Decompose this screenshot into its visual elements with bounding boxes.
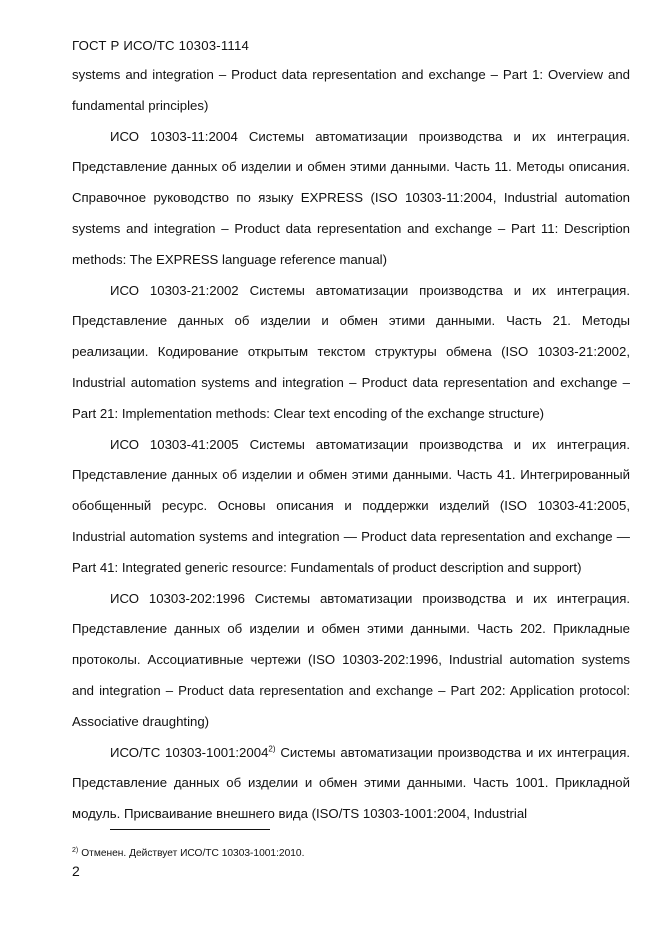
footnote-reference-marker[interactable]: 2) — [268, 744, 276, 754]
document-header: ГОСТ Р ИСО/ТС 10303-1114 — [72, 38, 250, 53]
document-body — [72, 60, 630, 830]
footnote-separator — [110, 829, 270, 830]
reference-iso-10303-202: ИСО 10303-202:1996 Системы автоматизации производства и их интеграция. Представление данных об изделии и обмен этими данными. Часть 202. Прикладные протоколы. Ассоциативные чертежи (ISO 10303-202:1996, Industrial automation systems and integration – Product data representation and exchange – Part 202: Application protocol: Associative draughting) — [72, 590, 630, 729]
reference-description: Системы автоматизации производства и их интеграция. Представление данных об изделии и обмен этими данными. Часть 1001. Прикладной модуль. Присваивание внешнего вида (ISO/TS 10303-1001:2004, Industrial — [72, 744, 631, 822]
paragraph-continuation: systems and integration – Product data representation and exchange – Part 1: Overview and fundamental principles) — [72, 67, 630, 113]
reference-iso-10303-21: ИСО 10303-21:2002 Системы автоматизации производства и их интеграция. Представление данных об изделии и обмен этими данными. Часть 21. Методы реализации. Кодирование открытым текстом структуры обмена (ISO 10303-21:2002, Industrial automation systems and integration – Product data representation and exchange – Part 21: Implementation methods: Clear text encoding of the exchange structure) — [72, 282, 630, 421]
footnote-marker: 2) — [72, 846, 79, 854]
reference-iso-10303-41: ИСО 10303-41:2005 Системы автоматизации производства и их интеграция. Представление данных об изделии и обмен этими данными. Часть 41. Интегрированный обобщенный ресурс. Основы описания и поддержки изделий (ISO 10303-41:2005, Industrial automation systems and integration — Product data representation and exchange — Part 41: Integrated generic resource: Fundamentals of product description and support) — [72, 436, 630, 575]
reference-code: ИСО/ТС 10303-1001:2004 — [110, 744, 269, 760]
footnote — [72, 848, 304, 859]
footnote-text: Отменен. Действует ИСО/ТС 10303-1001:2010. — [81, 848, 305, 859]
page-number: 2 — [72, 863, 80, 879]
reference-iso-10303-11: ИСО 10303-11:2004 Системы автоматизации производства и их интеграция. Представление данных об изделии и обмен этими данными. Часть 11. Методы описания. Справочное руководство по языку EXPRESS (ISO 10303-11:2004, Industrial automation systems and integration – Product data representation and exchange – Part 11: Description methods: The EXPRESS language reference manual) — [72, 128, 630, 267]
reference-iso-ts-10303-1001 — [72, 738, 630, 830]
